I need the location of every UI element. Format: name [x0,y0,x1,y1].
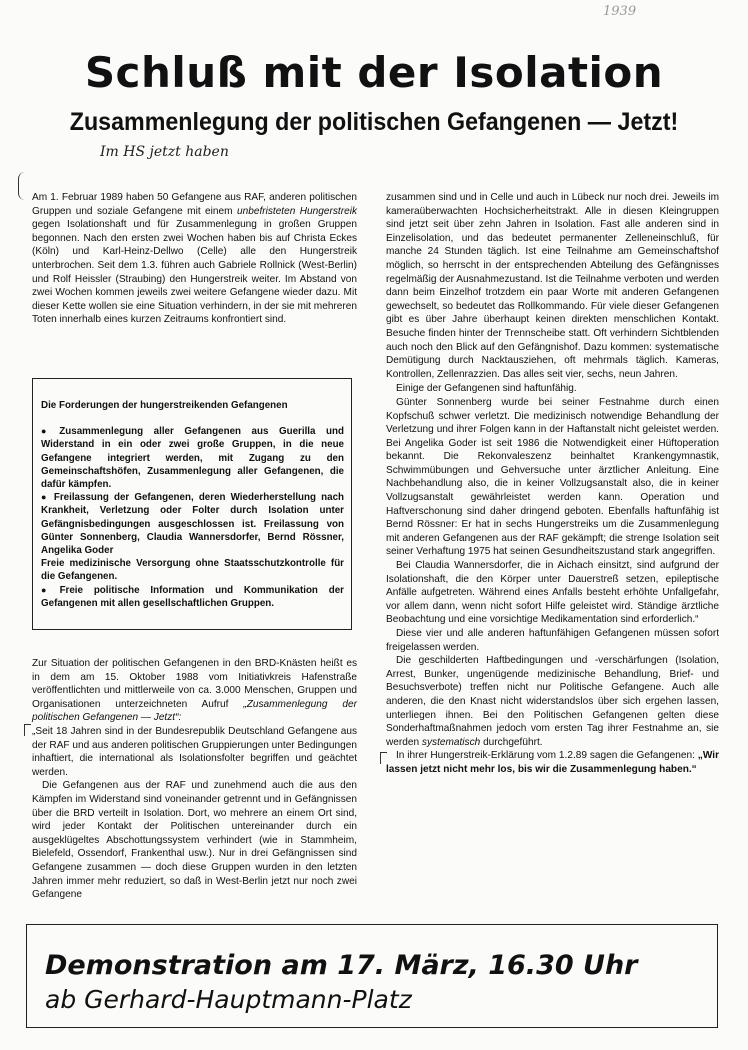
demands-box [32,378,352,630]
situation-text-a: Zur Situation der politischen Gefangenen in den BRD-Knästen heißt es in dem am 15. Oktober 1988 vom Initiativkreis Hafenstraße veröffentlichten und mittlerweile von ca. 3.000 Menschen, Gruppen und Organisationen unterzeichneten Aufruf [32,658,357,710]
subheadline: Zusammenlegung der politischen Gefangenen — Jetzt! [69,108,679,136]
demand-item: ● Zusammenlegung aller Gefangenen aus Guerilla und Widerstand in ein oder zwei große Gruppen, in die neue Gefangene integriert werden, mit Zugang zu den Gemeinschaftshöfen, Zusammenlegung aller Gefangenen, die dafür kämpfen. [41,425,344,491]
conditions-text-italic: systematisch [421,736,481,748]
archive-page-number: 1939 [603,4,637,19]
body-paragraph [386,654,719,749]
headline: Schluß mit der Isolation [84,48,664,97]
declaration-text: In ihrer Hungerstreik-Erklärung vom 1.2.89 sagen die Gefangenen: [396,750,698,762]
margin-bracket-mark [24,724,31,736]
margin-bracket-mark [18,172,25,200]
body-paragraph [386,749,719,776]
declaration-quote: „Wir lassen jetzt nicht mehr los, bis wir die Zusammenlegung haben.“ [386,750,719,775]
demand-item: ● Freilassung der Gefangenen, deren Wiederherstellung nach Krankheit, Verletzung oder Folter durch Isolation unter Gefängnisbedingungen ausgeschlossen ist. Freilassung von Günter Sonnenberg, Claudia Wannersdorfer, Bernd Rössner, Angelika Goder [41,491,344,557]
conditions-text-b: durchgeführt. [480,736,543,748]
intro-paragraph [32,191,357,327]
body-paragraph: Bei Claudia Wannersdorfer, die in Aichach einsitzt, sind aufgrund der Isolationshaft, die den Körper unter Dauerstreß setzen, epileptische Anfälle aufgetreten. Während eines Anfalls besteht erhöhte Unfallgefahr, vor allem dann, wenn nicht sofort Hilfe geleistet wird. Ständige ärztliche Beobachtung und eine vorsichtige Medikamentation sind erforderlich.“ [386,560,719,626]
handwritten-note: Im HS jetzt haben [100,144,229,160]
body-paragraph: Die Gefangenen aus der RAF und zunehmend auch die aus den Kämpfen im Widerstand sind voneinander getrennt und in Gefängnissen über die BRD verteilt in Isolation. Dort, wo mehrere an einem Ort sind, wird jeder Kontakt der Politischen untereinander durch ein ausgeklügeltes Abschottungssystem verhindert (wie in Stammheim, Bielefeld, Ossendorf, Frankenthal usw.). Nur in drei Gefängnissen sind Gefangene zusammen — doch diese Gruppen wurden in den letzten Jahren immer mehr reduziert, so daß in West-Berlin jetzt nur noch zwei Gefangene [32,780,357,901]
body-paragraph: Diese vier und alle anderen haftunfähigen Gefangenen müssen sofort freigelassen werden. [386,628,719,653]
intro-text-b: gegen Isolationshaft und für Zusammenlegung in großen Gruppen begonnen. Nach den ersten zwei Wochen haben bis auf Christa Eckes (Köln) und Karl-Heinz-Dellwo (Celle) alle den Hungerstreik unterbrochen. Seit dem 1.3. führen auch Gabriele Rollnick (West-Berlin) und Rolf Heissler (Straubing) den Hungerstreik weiter. Im Abstand von zwei Wochen kommen jeweils zwei weitere Gefangene wieder dazu. Mit dieser Kette wollen sie eine Situation verhindern, in der sie mit mehreren Toten innerhalb eines kurzen Zeitraums konfrontiert sind. [32,219,357,326]
situation-column [32,657,357,902]
demand-item-extra: Freie medizinische Versorgung ohne Staatsschutzkontrolle für die Gefangenen. [41,558,344,583]
body-paragraph: Günter Sonnenberg wurde bei seiner Festnahme durch einen Kopfschuß schwer verletzt. Die medizinisch notwendige Behandlung der Verletzung und ihrer Folgen kann in der Haftanstalt nicht geleistet werden. Bei Angelika Goder ist seit 1986 die Notwendigkeit einer Hüftoperation bekannt. Die Rekonvaleszenz beinhaltet Krankengymnastik, Schwimmübungen und Gehversuche unter ärztlicher Anleitung. Eine Nachbehandlung also, die in keiner Vollzugsanstalt also, die in keiner Vollzugsanstalt gewährleistet werden kann. Operation und Haftverschonung sind daher dringend geboten. Ebenfalls haftunfähig ist Bernd Rössner: Er hat in sechs Hungerstreiks um die Zusammenlegung mit anderen Gefangenen aus der RAF gekämpft; die strenge Isolation seit seiner Verhaftung 1975 hat seinen Gesundheitszustand stark angegriffen. [386,396,719,558]
demonstration-banner [26,924,718,1028]
situation-text-italic: „Zusammenlegung der politischen Gefangenen — Jetzt“: [32,698,357,724]
intro-text-a: Am 1. Februar 1989 haben 50 Gefangene aus RAF, anderen politischen Gruppen und soziale Gefangene mit einem [32,192,357,217]
demand-item: ● Freie politische Information und Kommunikation der Gefangenen mit allen gesellschaftlichen Gruppen. [41,584,344,610]
right-column [386,191,719,777]
demonstration-date: Demonstration am 17. März, 16.30 Uhr [45,950,638,981]
demands-title: Die Forderungen der hungerstreikenden Gefangenen [41,400,288,411]
intro-text-italic: unbefristeten Hungerstreik [236,205,357,217]
body-paragraph: Einige der Gefangenen sind haftunfähig. [396,383,577,395]
quote-paragraph: „Seit 18 Jahren sind in der Bundesrepublik Deutschland Gefangene aus der RAF und aus anderen politischen Gruppierungen unter Bedingungen inhaftiert, die international als Isolationsfolter begriffen und geächtet werden. [32,725,357,778]
body-paragraph: zusammen sind und in Celle und auch in Lübeck nur noch drei. Jeweils im kameraüberwachten Hochsicherheitstrakt. Alle in diesen Kleingruppen sind jetzt seit über zehn Jahren in Isolation. Fast alle anderen sind in Einzelisolation, und das bedeutet permanenter Zelleneinschluß, für manche 24 Stunden täglich. Ist eine Teilnahme am Gemeinschaftshof möglich, so herrscht in der entsprechenden Abteilung des Gefängnisses regelmäßig der Ausnahmezustand. Ist die Teilnahme verboten und werden dann beim Einzelhof trotzdem ein paar Worte mit anderen Gefangenen gewechselt, so bedeutet das Rollkommando. Für viele dieser Gefangenen gibt es über Jahre überhaupt keinen direkten menschlichen Kontakt. Besuche finden hinter der Trennscheibe statt. Oft verhindern Sichtblenden auch noch den Blick auf den Gefängnishof. Dazu kommen: systematische Demütigung durch Nacktausziehen, oft mehrmals täglich. Kameras, Kontrollen, Zellenrazzien. Das alles seit vier, sechs, neun Jahren. [386,192,719,380]
intro-column [32,191,357,327]
demonstration-location: ab Gerhard-Hauptmann-Platz [45,985,412,1014]
body-paragraph [32,657,357,725]
conditions-text-a: Die geschilderten Haftbedingungen und -verschärfungen (Isolation, Arrest, Bunker, ungenügende medizinische Behandlung, Brief- und Besuchsverbote) treffen nicht nur Politische Gefangene. Auch alle anderen, die den Knast nicht widerstandslos über sich ergehen lassen, unterliegen ihnen. Bei den Politischen Gefangenen gelten diese Sonderhaftmaßnahmen jedoch vom ersten Tag ihrer Festnahme an, sie werden [386,655,719,748]
